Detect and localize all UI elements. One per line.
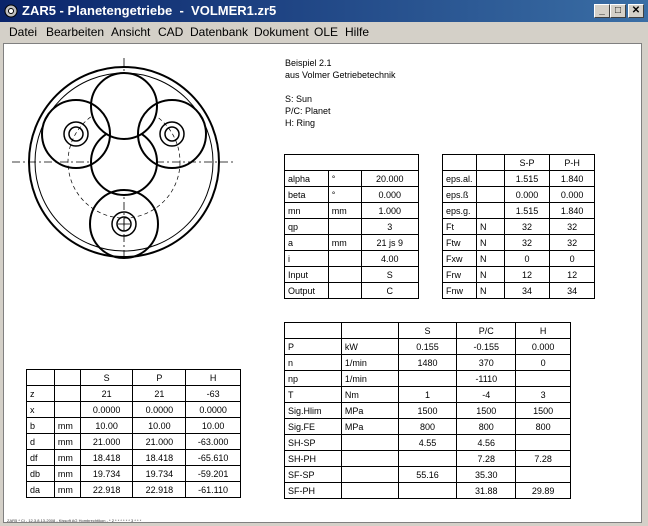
- table-row: [27, 482, 241, 498]
- table-header: P/C: [457, 323, 516, 339]
- table-cell: 3: [516, 387, 571, 403]
- table-header: P: [133, 370, 186, 386]
- table-cell: 12: [550, 267, 595, 283]
- table-cell: -61.110: [186, 482, 241, 498]
- table-row: [285, 171, 419, 187]
- table-cell: 31.88: [457, 483, 516, 499]
- table-cell: MPa: [341, 419, 398, 435]
- table-cell: 21.000: [80, 434, 133, 450]
- table-cell: -59.201: [186, 466, 241, 482]
- table-row: [443, 267, 595, 283]
- table-cell: SF-SP: [285, 467, 342, 483]
- table-cell: 19.734: [80, 466, 133, 482]
- menu-bearbeiten[interactable]: Bearbeiten: [46, 25, 105, 39]
- table-cell: 0.000: [550, 187, 595, 203]
- table-cell: 21: [80, 386, 133, 402]
- table-cell: [476, 187, 504, 203]
- table-cell: T: [285, 387, 342, 403]
- table-cell: 1/min: [341, 371, 398, 387]
- table-cell: S: [361, 267, 418, 283]
- table-cell: eps.ß: [443, 187, 477, 203]
- menu-ansicht[interactable]: Ansicht: [111, 25, 151, 39]
- table-cell: [341, 483, 398, 499]
- table-cell: db: [27, 466, 55, 482]
- table-cell: 1500: [457, 403, 516, 419]
- table-row: [285, 323, 571, 339]
- table-cell: beta: [285, 187, 329, 203]
- table-cell: df: [27, 450, 55, 466]
- table-cell: 3: [361, 219, 418, 235]
- menu-cad[interactable]: CAD: [158, 25, 184, 39]
- table-cell: 10.00: [186, 418, 241, 434]
- gear-data-table: [26, 369, 241, 498]
- menu-dokument[interactable]: Dokument: [254, 25, 309, 39]
- table-cell: N: [476, 267, 504, 283]
- table-cell: 22.918: [80, 482, 133, 498]
- table-cell: 4.00: [361, 251, 418, 267]
- table-cell: N: [476, 283, 504, 299]
- table-cell: 0.0000: [186, 402, 241, 418]
- table-cell: a: [285, 235, 329, 251]
- table-cell: d: [27, 434, 55, 450]
- table-cell: MPa: [341, 403, 398, 419]
- table-cell: 12: [504, 267, 550, 283]
- table-cell: mm: [54, 482, 80, 498]
- table-cell: [328, 251, 361, 267]
- table-cell: 20.000: [361, 171, 418, 187]
- table-row: [27, 450, 241, 466]
- table-cell: 22.918: [133, 482, 186, 498]
- table-cell: 7.28: [457, 451, 516, 467]
- table-cell: 18.418: [80, 450, 133, 466]
- table-cell: 800: [516, 419, 571, 435]
- table-row: [27, 402, 241, 418]
- table-cell: Ftw: [443, 235, 477, 251]
- table-row: [285, 483, 571, 499]
- table-header: P-H: [550, 155, 595, 171]
- minimize-button[interactable]: _: [594, 4, 610, 18]
- table-cell: x: [27, 402, 55, 418]
- table-cell: -65.610: [186, 450, 241, 466]
- table-cell: [328, 267, 361, 283]
- table-cell: mn: [285, 203, 329, 219]
- menu-datei[interactable]: Datei: [9, 25, 38, 39]
- table-cell: [328, 219, 361, 235]
- table-cell: N: [476, 219, 504, 235]
- table-cell: Fnw: [443, 283, 477, 299]
- table-cell: eps.g.: [443, 203, 477, 219]
- example-source: aus Volmer Getriebetechnik: [285, 70, 396, 80]
- table-cell: eps.al.: [443, 171, 477, 187]
- table-cell: 1.840: [550, 203, 595, 219]
- table-cell: 32: [550, 235, 595, 251]
- table-row: [285, 187, 419, 203]
- table-cell: -63.000: [186, 434, 241, 450]
- table-row: [443, 219, 595, 235]
- table-row: [27, 370, 241, 386]
- table-cell: Input: [285, 267, 329, 283]
- table-row: [285, 435, 571, 451]
- menu-hilfe[interactable]: Hilfe: [345, 25, 370, 39]
- table-cell: 10.00: [133, 418, 186, 434]
- legend-sun: S: Sun: [285, 94, 313, 104]
- drawing-canvas[interactable]: [3, 43, 642, 523]
- table-header: H: [516, 323, 571, 339]
- table-header: S-P: [504, 155, 550, 171]
- table-cell: 800: [457, 419, 516, 435]
- table-cell: qp: [285, 219, 329, 235]
- table-row: [443, 235, 595, 251]
- table-row: [443, 171, 595, 187]
- table-cell: P: [285, 339, 342, 355]
- table-cell: [54, 386, 80, 402]
- table-cell: Fxw: [443, 251, 477, 267]
- table-cell: 1.000: [361, 203, 418, 219]
- table-cell: n: [285, 355, 342, 371]
- table-row: [443, 283, 595, 299]
- table-header: [285, 323, 342, 339]
- table-cell: C: [361, 283, 418, 299]
- table-row: [285, 355, 571, 371]
- table-cell: mm: [54, 418, 80, 434]
- table-cell: 0.0000: [80, 402, 133, 418]
- menu-bar: [0, 22, 648, 41]
- table-row: [285, 467, 571, 483]
- table-cell: SH-PH: [285, 451, 342, 467]
- table-row: [443, 251, 595, 267]
- table-cell: np: [285, 371, 342, 387]
- table-header: [27, 370, 55, 386]
- table-cell: [328, 283, 361, 299]
- table-cell: 0.0000: [133, 402, 186, 418]
- table-cell: [476, 203, 504, 219]
- table-cell: 32: [550, 219, 595, 235]
- window-title: ZAR5 - Planetengetriebe - VOLMER1.zr5: [22, 3, 277, 18]
- table-cell: Ft: [443, 219, 477, 235]
- table-cell: 34: [504, 283, 550, 299]
- table-cell: 1500: [398, 403, 457, 419]
- power-table: [284, 322, 571, 499]
- table-cell: [476, 171, 504, 187]
- table-cell: [516, 371, 571, 387]
- table-cell: 55.16: [398, 467, 457, 483]
- table-cell: 4.55: [398, 435, 457, 451]
- table-cell: mm: [54, 450, 80, 466]
- table-cell: [516, 435, 571, 451]
- table-cell: 7.28: [516, 451, 571, 467]
- table-cell: -4: [457, 387, 516, 403]
- table-cell: kW: [341, 339, 398, 355]
- table-cell: [341, 451, 398, 467]
- table-cell: 21.000: [133, 434, 186, 450]
- table-cell: 21: [133, 386, 186, 402]
- table-header: [476, 155, 504, 171]
- table-cell: -63: [186, 386, 241, 402]
- table-cell: Output: [285, 283, 329, 299]
- table-row: [285, 451, 571, 467]
- table-cell: i: [285, 251, 329, 267]
- table-cell: °: [328, 171, 361, 187]
- table-cell: 32: [504, 235, 550, 251]
- table-cell: mm: [54, 434, 80, 450]
- table-cell: [398, 451, 457, 467]
- footer-text: ZAR5 * Ci - 12.3.8.13-2008 - Kissoft AG Hombrechtikon - * 2 * * * * * * 3 * * *: [7, 518, 142, 523]
- table-cell: 21 js 9: [361, 235, 418, 251]
- table-cell: [341, 467, 398, 483]
- table-cell: Nm: [341, 387, 398, 403]
- table-row: [285, 203, 419, 219]
- table-cell: da: [27, 482, 55, 498]
- table-row: [27, 386, 241, 402]
- table-cell: 0.000: [504, 187, 550, 203]
- table-row: [27, 434, 241, 450]
- table-row: [285, 419, 571, 435]
- table-cell: 0.000: [516, 339, 571, 355]
- geometry-table: [284, 154, 419, 299]
- table-row: [443, 187, 595, 203]
- table-cell: 0.000: [361, 187, 418, 203]
- table-cell: 19.734: [133, 466, 186, 482]
- table-row: [27, 466, 241, 482]
- table-cell: 35.30: [457, 467, 516, 483]
- table-row: [285, 371, 571, 387]
- table-header: S: [80, 370, 133, 386]
- table-cell: 0: [516, 355, 571, 371]
- table-cell: mm: [328, 235, 361, 251]
- table-cell: 34: [550, 283, 595, 299]
- table-cell: 0: [504, 251, 550, 267]
- table-cell: 1.840: [550, 171, 595, 187]
- table-cell: b: [27, 418, 55, 434]
- table-row: [285, 251, 419, 267]
- table-row: [285, 339, 571, 355]
- legend-ring: H: Ring: [285, 118, 316, 128]
- table-header: [443, 155, 477, 171]
- table-cell: mm: [54, 466, 80, 482]
- table-cell: 1/min: [341, 355, 398, 371]
- table-row: [443, 155, 595, 171]
- table-row: [285, 155, 419, 171]
- maximize-button[interactable]: □: [610, 4, 626, 18]
- table-cell: 370: [457, 355, 516, 371]
- example-title: Beispiel 2.1: [285, 58, 332, 68]
- table-cell: 10.00: [80, 418, 133, 434]
- table-cell: 1: [398, 387, 457, 403]
- table-row: [285, 219, 419, 235]
- table-cell: 29.89: [516, 483, 571, 499]
- table-cell: 4.56: [457, 435, 516, 451]
- table-cell: [516, 467, 571, 483]
- table-header: S: [398, 323, 457, 339]
- table-header: [54, 370, 80, 386]
- legend-planet: P/C: Planet: [285, 106, 331, 116]
- table-cell: Sig.FE: [285, 419, 342, 435]
- table-row: [285, 235, 419, 251]
- table-header: H: [186, 370, 241, 386]
- table-cell: N: [476, 235, 504, 251]
- table-cell: Frw: [443, 267, 477, 283]
- table-row: [285, 387, 571, 403]
- planetary-gear-drawing: [4, 44, 244, 264]
- menu-ole[interactable]: OLE: [314, 25, 339, 39]
- table-cell: N: [476, 251, 504, 267]
- table-cell: 18.418: [133, 450, 186, 466]
- mesh-table: [442, 154, 595, 299]
- table-cell: -1110: [457, 371, 516, 387]
- table-cell: SH-SP: [285, 435, 342, 451]
- table-cell: 1.515: [504, 171, 550, 187]
- table-cell: 1480: [398, 355, 457, 371]
- table-cell: [341, 435, 398, 451]
- app-gear-icon: [3, 3, 19, 19]
- title-bar: [0, 0, 648, 22]
- table-row: [285, 403, 571, 419]
- table-cell: 0.155: [398, 339, 457, 355]
- table-cell: °: [328, 187, 361, 203]
- close-button[interactable]: ✕: [628, 4, 644, 18]
- table-cell: 0: [550, 251, 595, 267]
- table-cell: [54, 402, 80, 418]
- table-cell: SF-PH: [285, 483, 342, 499]
- table-cell: 1500: [516, 403, 571, 419]
- table-cell: Sig.Hlim: [285, 403, 342, 419]
- table-row: [285, 267, 419, 283]
- table-cell: -0.155: [457, 339, 516, 355]
- table-cell: alpha: [285, 171, 329, 187]
- table-cell: 32: [504, 219, 550, 235]
- table-row: [285, 283, 419, 299]
- table-cell: 800: [398, 419, 457, 435]
- table-row: [27, 418, 241, 434]
- table-header: [341, 323, 398, 339]
- table-row: [443, 203, 595, 219]
- table-cell: 1.515: [504, 203, 550, 219]
- table-cell: [398, 483, 457, 499]
- menu-datenbank[interactable]: Datenbank: [190, 25, 249, 39]
- table-cell: z: [27, 386, 55, 402]
- table-cell: mm: [328, 203, 361, 219]
- table-cell: [398, 371, 457, 387]
